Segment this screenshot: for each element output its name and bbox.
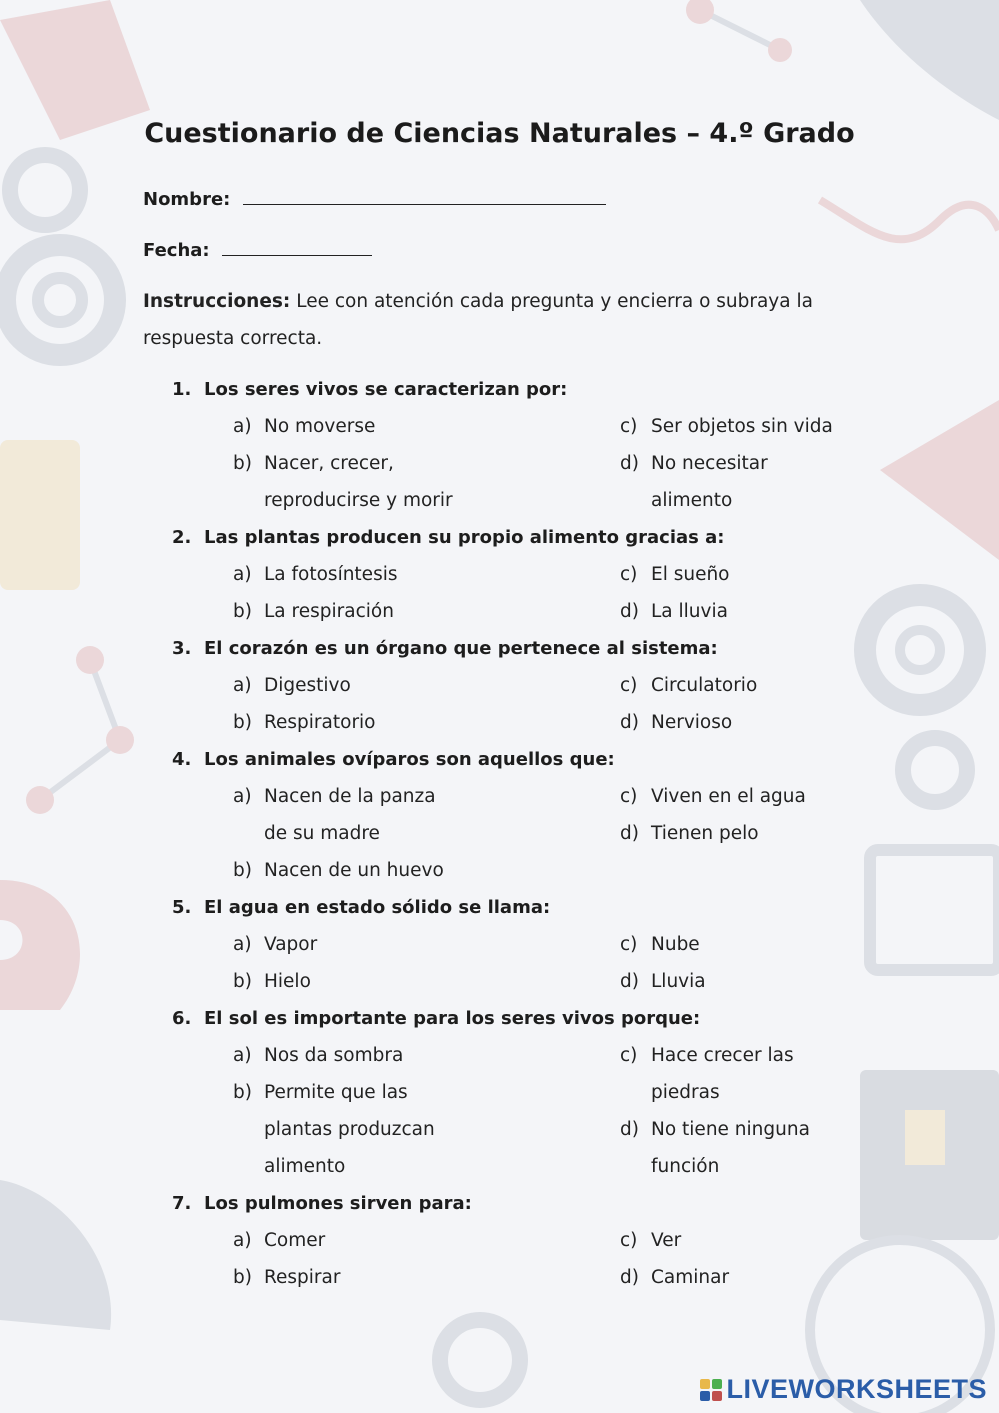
option-a[interactable]: a) Digestivo — [233, 675, 351, 696]
question-heading — [172, 741, 872, 778]
question-6 — [172, 1000, 872, 1185]
option-b[interactable]: b) Nacen de un huevo — [233, 860, 444, 881]
answer-options — [172, 667, 872, 741]
question-text: Los seres vivos se caracterizan por: — [204, 379, 568, 400]
option-a[interactable]: a) Nos da sombra — [233, 1045, 404, 1066]
question-heading — [172, 1185, 872, 1222]
instructions-text: Lee con atención cada pregunta y encierra o subraya la respuesta correcta. — [143, 291, 813, 349]
question-text: El corazón es un órgano que pertenece al sistema: — [204, 638, 718, 659]
answer-options — [172, 408, 872, 519]
question-text: El agua en estado sólido se llama: — [204, 897, 551, 918]
liveworksheets-logo[interactable] — [700, 1374, 987, 1405]
option-c[interactable]: c) Nube — [620, 934, 700, 955]
question-2 — [172, 519, 872, 630]
name-label: Nombre: — [143, 189, 231, 210]
question-heading — [172, 630, 872, 667]
question-number: 1. — [172, 379, 192, 400]
option-d[interactable]: d) No necesitar alimento — [620, 453, 768, 511]
option-d[interactable]: d) Lluvia — [620, 971, 706, 992]
question-number: 4. — [172, 749, 192, 770]
option-c[interactable]: c) Viven en el agua — [620, 786, 806, 807]
question-number: 7. — [172, 1193, 192, 1214]
option-d[interactable]: d) Nervioso — [620, 712, 733, 733]
option-a[interactable]: a) Comer — [233, 1230, 326, 1251]
question-text: El sol es importante para los seres vivos porque: — [204, 1008, 701, 1029]
option-a[interactable]: a) No moverse — [233, 416, 376, 437]
answer-options — [172, 556, 872, 630]
date-label: Fecha: — [143, 240, 210, 261]
option-b[interactable]: b) Respirar — [233, 1267, 341, 1288]
option-c[interactable]: c) Circulatorio — [620, 675, 758, 696]
option-c[interactable]: c) Hace crecer las piedras — [620, 1045, 794, 1103]
question-heading — [172, 1000, 872, 1037]
option-b[interactable]: b) Respiratorio — [233, 712, 376, 733]
question-heading — [172, 519, 872, 556]
question-3 — [172, 630, 872, 741]
question-number: 6. — [172, 1008, 192, 1029]
question-number: 3. — [172, 638, 192, 659]
question-heading — [172, 371, 872, 408]
question-7 — [172, 1185, 872, 1296]
option-c[interactable]: c) El sueño — [620, 564, 730, 585]
worksheet-title: Cuestionario de Ciencias Naturales – 4.º Grado — [144, 118, 855, 149]
option-a[interactable]: a) Nacen de la panza de su madre — [233, 786, 436, 844]
option-b[interactable]: b) La respiración — [233, 601, 394, 622]
question-4 — [172, 741, 872, 889]
answer-options — [172, 926, 872, 1000]
question-number: 5. — [172, 897, 192, 918]
option-d[interactable]: d) La lluvia — [620, 601, 728, 622]
option-d[interactable]: d) No tiene ninguna función — [620, 1119, 810, 1177]
question-1 — [172, 371, 872, 519]
option-d[interactable]: d) Caminar — [620, 1267, 730, 1288]
answer-options — [172, 1222, 872, 1296]
option-d[interactable]: d) Tienen pelo — [620, 823, 759, 844]
option-a[interactable]: a) Vapor — [233, 934, 318, 955]
date-blank[interactable] — [222, 241, 372, 256]
brand-text: LIVEWORKSHEETS — [726, 1374, 987, 1404]
question-list — [172, 371, 872, 1296]
answer-options — [172, 1037, 872, 1185]
instructions — [143, 283, 863, 357]
question-heading — [172, 889, 872, 926]
option-c[interactable]: c) Ver — [620, 1230, 682, 1251]
option-b[interactable]: b) Permite que las plantas produzcan alimento — [233, 1082, 435, 1177]
instructions-label: Instrucciones: — [143, 291, 291, 312]
liveworksheets-logo-icon — [700, 1379, 722, 1401]
option-b[interactable]: b) Hielo — [233, 971, 311, 992]
question-text: Las plantas producen su propio alimento gracias a: — [204, 527, 725, 548]
question-number: 2. — [172, 527, 192, 548]
question-5 — [172, 889, 872, 1000]
name-blank[interactable] — [243, 190, 606, 205]
option-c[interactable]: c) Ser objetos sin vida — [620, 416, 833, 437]
question-text: Los pulmones sirven para: — [204, 1193, 472, 1214]
question-text: Los animales ovíparos son aquellos que: — [204, 749, 615, 770]
answer-options — [172, 778, 872, 889]
option-a[interactable]: a) La fotosíntesis — [233, 564, 398, 585]
option-b[interactable]: b) Nacer, crecer, reproducirse y morir — [233, 453, 453, 511]
date-field — [143, 240, 372, 261]
name-field — [143, 189, 606, 210]
